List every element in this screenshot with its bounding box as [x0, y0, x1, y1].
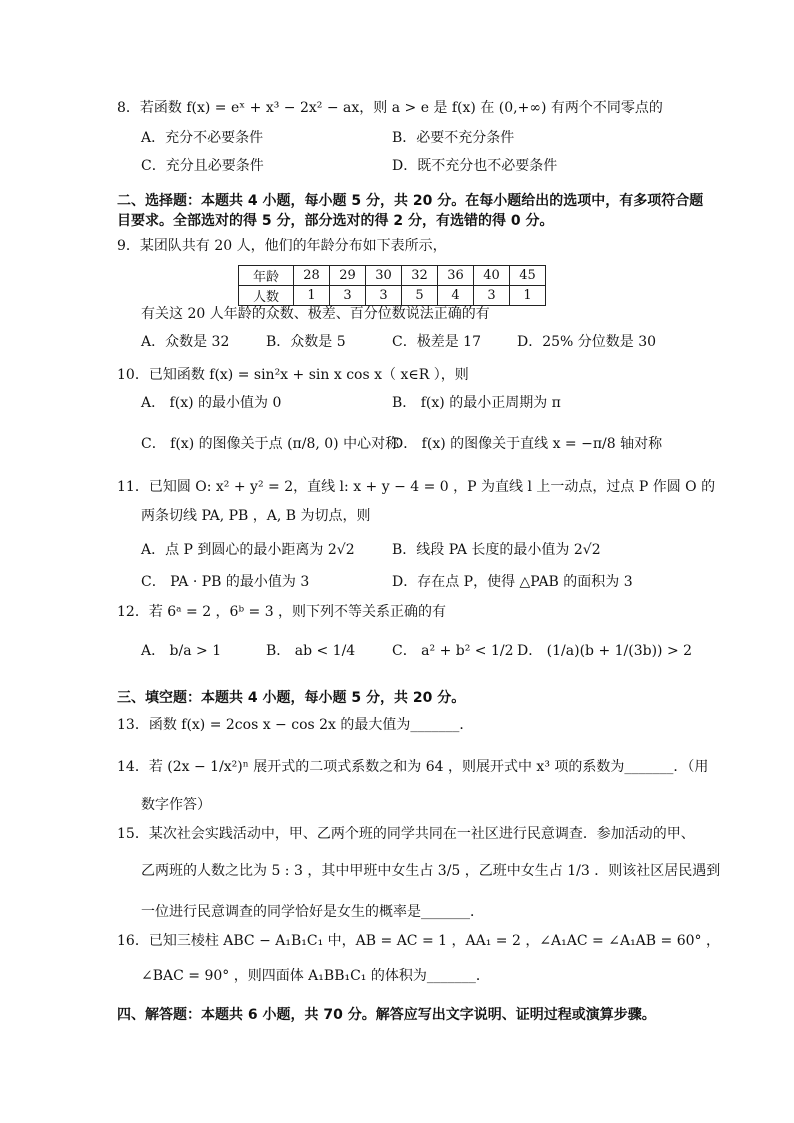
q9-stem: 9．某团队共有 20 人，他们的年龄分布如下表所示，	[117, 238, 447, 254]
q8-option-d: D．既不充分也不必要条件	[392, 158, 558, 174]
q8-option-a: A．充分不必要条件	[141, 130, 264, 146]
q11-stem-line1: 11．已知圆 O: x² + y² = 2，直线 l: x + y − 4 = 0 ，P 为直线 l 上一动点，过点 P 作圆 O 的	[117, 479, 716, 495]
table-cell-count: 3	[474, 286, 510, 306]
table-cell-count: 3	[366, 286, 402, 306]
q15-line3: 一位进行民意调查的同学恰好是女生的概率是_______．	[141, 904, 484, 920]
section-3-heading: 三、填空题：本题共 4 小题，每小题 5 分，共 20 分。	[117, 690, 466, 706]
q15-line1: 15．某次社会实践活动中，甲、乙两个班的同学共同在一社区进行民意调查．参加活动的甲、	[117, 826, 695, 842]
q12-stem: 12．若 6ᵃ = 2 ，6ᵇ = 3 ，则下列不等关系正确的有	[117, 604, 447, 620]
q16-line1: 16．已知三棱柱 ABC − A₁B₁C₁ 中，AB = AC = 1 ，AA₁ = 2 ，∠A₁AC = ∠A₁AB = 60° ，	[117, 933, 720, 949]
table-cell-count: 1	[294, 286, 330, 306]
section-4-heading: 四、解答题：本题共 6 小题，共 70 分。解答应写出文字说明、证明过程或演算步骤。	[117, 1007, 656, 1023]
table-cell-age: 40	[474, 266, 510, 286]
table-cell-age: 36	[438, 266, 474, 286]
q10-option-a: A． f(x) 的最小值为 0	[141, 395, 282, 411]
table-cell-count: 5	[402, 286, 438, 306]
table-cell-count: 1	[510, 286, 546, 306]
q13-stem: 13．函数 f(x) = 2cos x − cos 2x 的最大值为_______．	[117, 717, 474, 733]
section-2-heading-line2: 目要求。全部选对的得 5 分，部分选对的得 2 分，有选错的得 0 分。	[117, 213, 554, 229]
q16-line2: ∠BAC = 90° ，则四面体 A₁BB₁C₁ 的体积为_______．	[141, 968, 490, 984]
q10-stem: 10．已知函数 f(x) = sin²x + sin x cos x（ x∈R ），则	[117, 367, 469, 383]
q11-option-d: D．存在点 P，使得 △PAB 的面积为 3	[392, 574, 633, 590]
q14-line2: 数字作答）	[141, 797, 211, 813]
q9-option-a: A．众数是 32	[141, 334, 230, 350]
q11-stem-line2: 两条切线 PA, PB ，A, B 为切点，则	[141, 508, 371, 524]
q10-option-d: D． f(x) 的图像关于直线 x = −π/8 轴对称	[392, 436, 663, 452]
q10-option-c: C． f(x) 的图像关于点 (π/8, 0) 中心对称	[141, 436, 400, 452]
q8-option-b: B．必要不充分条件	[392, 130, 515, 146]
table-cell-age: 45	[510, 266, 546, 286]
q11-option-a: A．点 P 到圆心的最小距离为 2√2	[141, 542, 355, 558]
table-cell-count: 3	[330, 286, 366, 306]
q12-option-c: C． a² + b² < 1/2	[392, 643, 514, 659]
q12-option-b: B． ab < 1/4	[266, 643, 356, 659]
table-cell-age: 30	[366, 266, 402, 286]
q8-option-c: C．充分且必要条件	[141, 158, 264, 174]
q10-option-b: B． f(x) 的最小正周期为 π	[392, 395, 561, 411]
table-row-count	[239, 286, 546, 306]
table-row-age	[239, 266, 546, 286]
q8-stem: 8．若函数 f(x) = eˣ + x³ − 2x² − ax，则 a > e 是 f(x) 在 (0,+∞) 有两个不同零点的	[117, 100, 663, 116]
table-cell-count: 4	[438, 286, 474, 306]
table-cell-age: 32	[402, 266, 438, 286]
q14-line1: 14．若 (2x − 1/x²)ⁿ 展开式的二项式系数之和为 64 ，则展开式中 x³ 项的系数为_______．（用	[117, 759, 709, 775]
age-distribution-table	[238, 265, 546, 306]
table-header-count: 人数	[239, 286, 294, 306]
q11-option-b: B．线段 PA 长度的最小值为 2√2	[392, 542, 601, 558]
section-2-heading-line1: 二、选择题：本题共 4 小题，每小题 5 分，共 20 分。在每小题给出的选项中，有多项符合题	[117, 193, 704, 209]
q12-option-a: A． b/a > 1	[141, 643, 222, 659]
q12-option-d: D． (1/a)(b + 1/(3b)) > 2	[517, 643, 693, 659]
q15-line2: 乙两班的人数之比为 5 : 3 ，其中甲班中女生占 3/5 ，乙班中女生占 1/3 ．则该社区居民遇到	[141, 863, 721, 879]
q9-option-c: C．极差是 17	[392, 334, 481, 350]
q11-option-c: C． PA · PB 的最小值为 3	[141, 574, 310, 590]
table-header-age: 年龄	[239, 266, 294, 286]
table-cell-age: 29	[330, 266, 366, 286]
q9-followup: 有关这 20 人年龄的众数、极差、百分位数说法正确的有	[141, 306, 490, 322]
q9-option-d: D．25% 分位数是 30	[517, 334, 657, 350]
table-cell-age: 28	[294, 266, 330, 286]
q9-option-b: B．众数是 5	[266, 334, 346, 350]
